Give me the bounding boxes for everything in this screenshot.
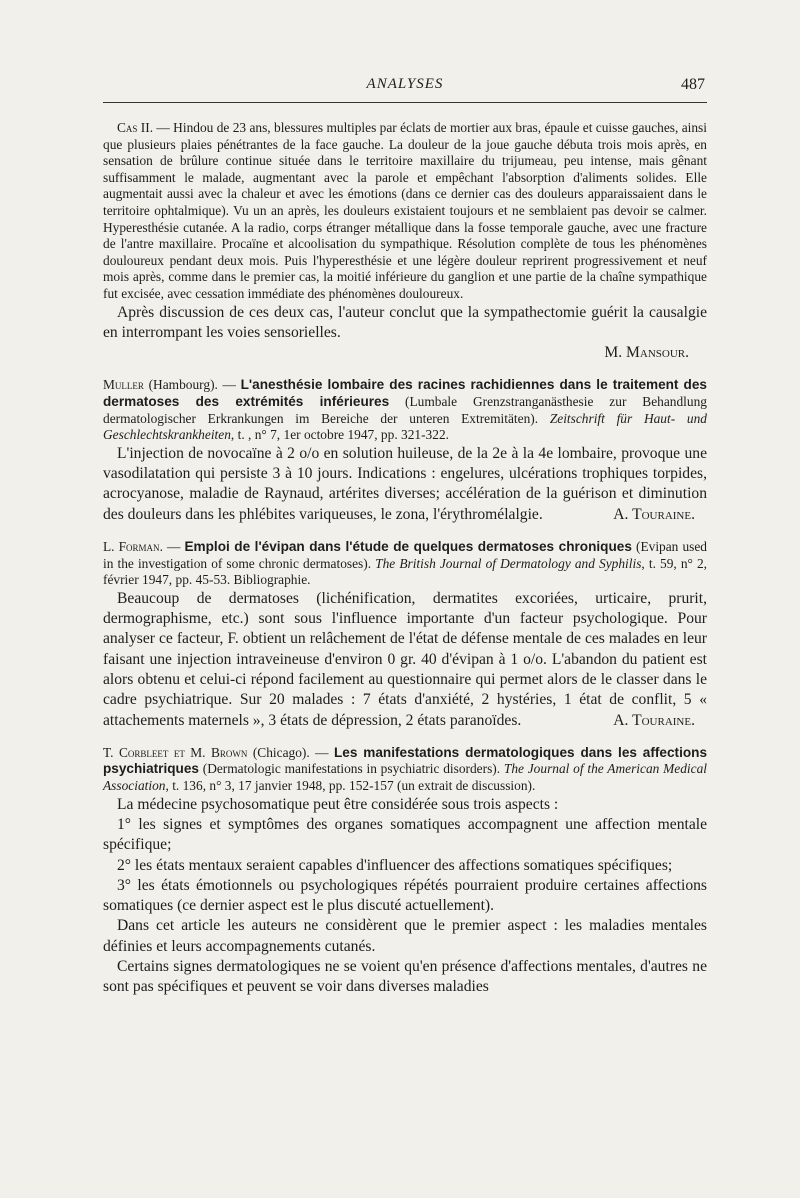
forman-author: L. Forman — [103, 538, 160, 554]
forman-body — [103, 589, 707, 731]
muller-journal: Zeitschrift für Haut- und Geschlechtskrankheiten — [103, 410, 707, 443]
running-title: ANALYSES — [366, 76, 444, 92]
forman-separator: . — — [159, 538, 185, 554]
muller-reference: , t. , n° 7, 1er octobre 1947, pp. 321-322. — [230, 427, 449, 443]
case-2-label: Cas II. — [117, 120, 154, 135]
forman-journal: The British Journal of Dermatology and Syphilis — [375, 555, 642, 571]
corbleet-english-title: (Dermatologic manifestations in psychiatric disorders). — [198, 761, 504, 777]
muller-signature: A. Touraine. — [613, 505, 695, 523]
corbleet-title: Les manifestations dermatologiques dans les affections psychiatriques — [103, 744, 708, 777]
corbleet-paragraph: La médecine psychosomatique peut être considérée sous trois aspects : — [117, 795, 559, 813]
conclusion-paragraph: Après discussion de ces deux cas, l'auteur conclut que la sympathectomie guérit la causalgie en interrompant les voies sensorielles. — [103, 303, 707, 341]
muller-title: L'anesthésie lombaire des racines rachidiennes dans le traitement des dermatoses des extrémités inférieures — [103, 377, 707, 410]
corbleet-paragraph: 1° les signes et symptômes des organes somatiques accompagnent une affection mentale spécifique; — [103, 815, 707, 854]
corbleet-paragraph: Dans cet article les auteurs ne considèrent que le premier aspect : les maladies mentales définies et leurs accompagnements cutanés. — [103, 917, 707, 955]
muller-author: Muller — [103, 377, 144, 393]
corbleet-location: (Chicago). — — [247, 744, 334, 760]
muller-location: (Hambourg). — — [143, 377, 241, 393]
page-header — [103, 76, 707, 103]
muller-body-text: L'injection de novocaïne à 2 o/o en solution huileuse, de la 2e à la 4e lombaire, provoque une vasodilatation qui persiste 3 à 10 jours. Indications : engelures, ulcérations trophiques torpides, acrocyanose, maladie de Raynaud, artérites diverses; accélération de la guérison et diminution des douleurs dans les phlébites variqueuses, le zona, l'érythromélalgie. — [103, 444, 707, 523]
forman-reference: , t. 59, n° 2, février 1947, pp. 45-53. Bibliographie. — [103, 555, 707, 588]
corbleet-authors: T. Corbleet et M. Brown — [103, 744, 248, 760]
conclusion-signature: M. Mansour. — [604, 344, 689, 362]
corbleet-reference: , t. 136, n° 3, 17 janvier 1948, pp. 152-157 (un extrait de discussion). — [165, 778, 536, 794]
corbleet-citation — [103, 745, 707, 795]
forman-title: Emploi de l'évipan dans l'étude de quelques dermatoses chroniques — [184, 538, 632, 554]
muller-citation — [103, 377, 707, 443]
muller-body — [103, 444, 707, 525]
corbleet-paragraph: 3° les états émotionnels ou psychologiques répétés pourraient produire certaines affections somatiques (ce dernier aspect est le plus discuté actuellement). — [103, 876, 707, 915]
forman-abstract — [103, 539, 707, 731]
forman-citation — [103, 539, 707, 589]
forman-body-text: Beaucoup de dermatoses (lichénification, dermatites excoriées, urticaire, prurit, dermographisme, etc.) sont sous l'influence importante d'un facteur psychologique. Pour analyser ce facteur, F. obtient un relâchement de l'état de défense mentale de ces malades en leur faisant une injection intraveineuse d'environ 0 gr. 40 d'évipan à 1 o/o. L'abandon du patient est alors obtenu et celui-ci répond facilement au questionnaire qui permet alors de le classer dans le cadre psychiatrique. Sur 20 malades : 7 états d'anxiété, 2 hystéries, 1 état de conflit, 5 « attachements maternels », 3 états de dépression, 2 états paranoïdes. — [103, 589, 707, 729]
forman-english-title: (Evipan used in the investigation of some chronic dermatoses). — [103, 538, 707, 571]
corbleet-abstract — [103, 745, 707, 998]
corbleet-journal: The Journal of the American Medical Association — [103, 761, 707, 794]
case-2-paragraph — [103, 120, 707, 303]
forman-signature: A. Touraine. — [613, 711, 695, 729]
corbleet-paragraph: 2° les états mentaux seraient capables d'influencer des affections somatiques spécifiques; — [117, 856, 673, 874]
muller-german-title: (Lumbale Grenzstranganästhesie zur Behandlung dermatologischer Erkrankungen im Bereiche der unteren Extremitäten). — [103, 394, 707, 426]
case-2-abstract — [103, 120, 707, 363]
page-number: 487 — [681, 76, 705, 93]
muller-abstract — [103, 377, 707, 525]
page-body — [103, 120, 707, 998]
corbleet-paragraph: Certains signes dermatologiques ne se voient qu'en présence d'affections mentales, d'autres ne sont pas spécifiques et peuvent se voir dans diverses maladies — [103, 958, 707, 996]
case-2-text: — Hindou de 23 ans, blessures multiples par éclats de mortier aux bras, épaule et cuisse gauches, ainsi que plusieurs plaies pénétrantes de la face gauche. La douleur de la joue gauche débuta trois mois après, en sensation de brûlure continue située dans le territoire maxillaire du trijumeau, peu intense, mais gênant suffisamment le malade, augmentant avec la parole et empêchant l'absorption d'aliments solides. Elle augmentait aussi avec la chaleur et avec les émotions (dans ce dernier cas des douleurs apparaissaient dans le territoire ophtalmique). Vu un an après, les douleurs existaient toujours et ne semblaient pas devoir se calmer. Hyperesthésie cutanée. A la radio, corps étranger métallique dans la fosse temporale gauche, avec une fracture de l'antre maxillaire. Procaïne et alcoolisation du sympathique. Résolution complète de tous les phénomènes douloureux pendant deux mois. Puis l'hyperesthésie et une légère douleur reprirent progressivement et neuf mois après, comme dans le premier cas, la moitié inférieure du ganglion et une partie de la chaîne sympathique fut excisée, avec cessation immédiate des phénomènes douloureux. — [103, 120, 707, 301]
